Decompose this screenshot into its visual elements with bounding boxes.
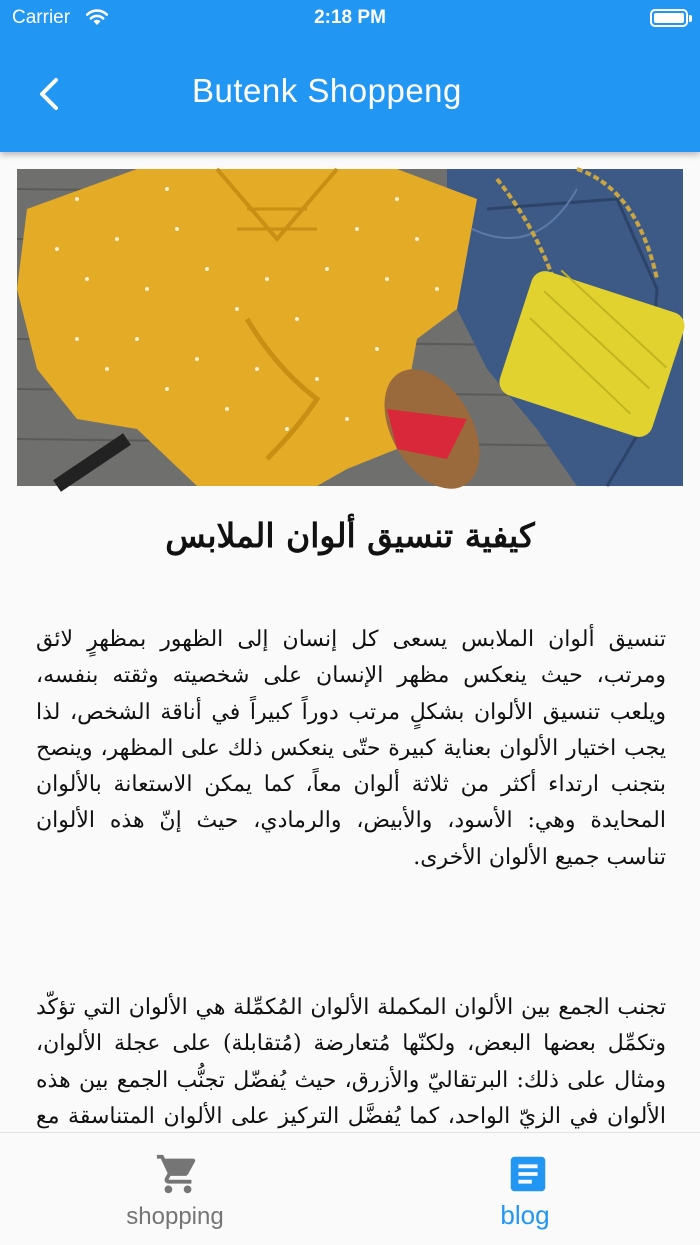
back-button[interactable] [30, 72, 70, 116]
tab-blog[interactable] [350, 1133, 700, 1245]
tab-blog-label: blog [500, 1200, 550, 1230]
tab-shopping[interactable] [0, 1133, 350, 1245]
page-title: Butenk Shoppeng [192, 72, 462, 109]
article-paragraph: تنسيق ألوان الملابس يسعى كل إنسان إلى الظهور بمظهرٍ لائق ومرتب، حيث ينعكس مظهر الإنسان على شخصيته وثقته بنفسه، ويلعب تنسيق الألوان بشكلٍ مرتب دوراً كبيراً في أناقة الشخص، لذا يجب اختيار الألوان بعناية كبيرة حتّى ينعكس ذلك على المظهر، وينصح بتجنب ارتداء أكثر من ثلاثة ألوان معاً، كما يمكن الاستعانة بالألوان المحايدة وهي: الأسود، والأبيض، والرمادي، حيث إنّ هذه الألوان تناسب جميع الألوان الأخرى. [36, 627, 666, 870]
article-paragraph: تجنب الجمع بين الألوان المكملة الألوان المُكمِّلة هي الألوان التي تؤكّد وتكمِّل بعضها البعض، ولكنّها مُتعارضة (مُتقابلة) على عجلة الألوان، ومثال على ذلك: البرتقاليّ والأزرق، حيث يُفضّل تجنُّب الجمع بين هذه الألوان في الزيّ الواحد، كما يُفضَّل التركيز على الألوان المتناسقة مع [36, 995, 666, 1129]
app-bar [0, 0, 700, 152]
battery-icon [650, 9, 688, 27]
shopping-cart-icon [155, 1151, 201, 1197]
article-scroll-view[interactable] [0, 152, 700, 1132]
chevron-left-icon [30, 72, 70, 116]
article-title: كيفية تنسيق ألوان الملابس [165, 516, 535, 555]
carrier-label: Carrier [12, 7, 71, 28]
clothing-photo [17, 169, 683, 486]
tab-shopping-label: shopping [126, 1203, 224, 1230]
bottom-navigation [0, 1132, 700, 1244]
status-bar [0, 0, 700, 40]
blog-icon [505, 1151, 551, 1197]
status-time: 2:18 PM [314, 7, 386, 28]
